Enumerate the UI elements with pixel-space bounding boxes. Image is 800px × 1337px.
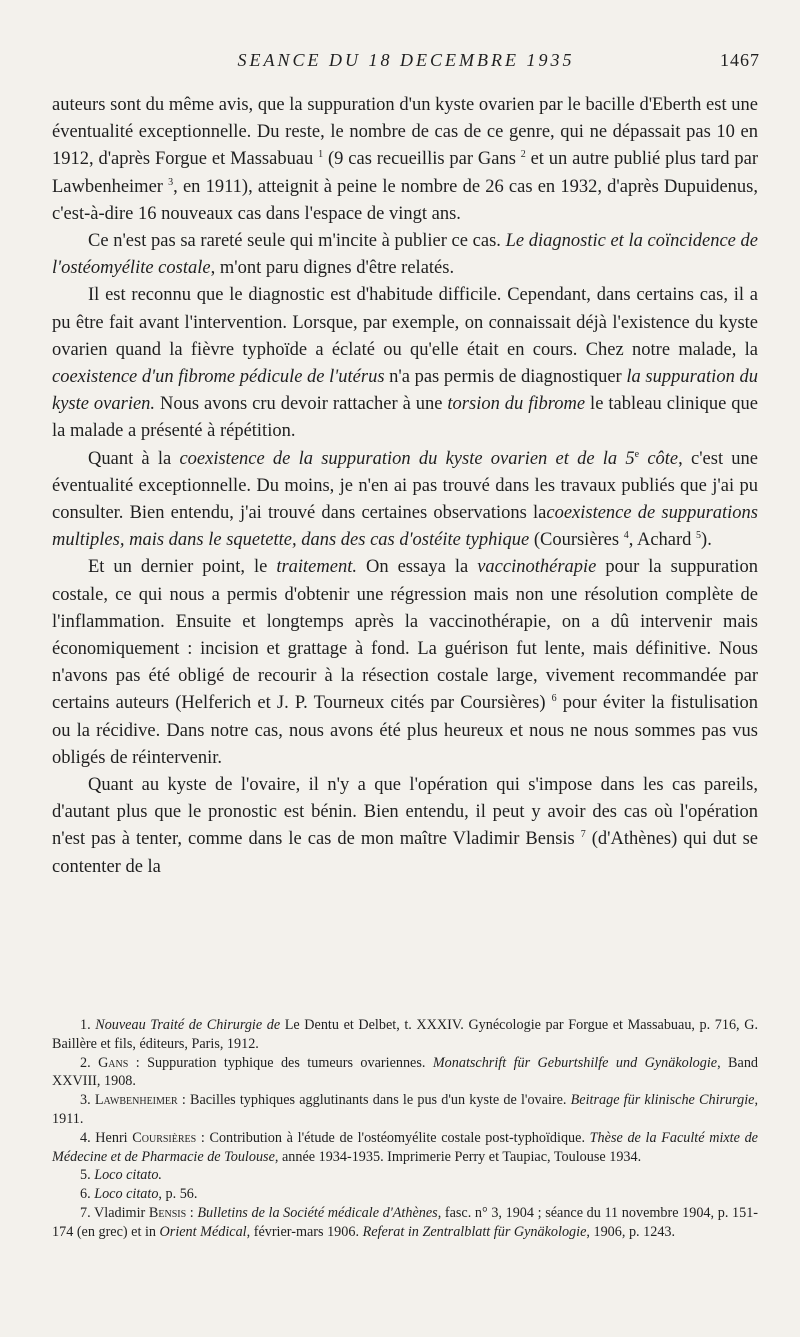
text-run: (9 cas recueillis par Gans <box>323 149 521 170</box>
footnote-7 <box>52 1204 758 1242</box>
text-run: Nouveau Traité de Chirurgie de <box>95 1017 281 1033</box>
text-run: 4. Henri <box>80 1129 133 1146</box>
text-run: 3. <box>80 1092 95 1109</box>
note-reference: 4 <box>623 530 629 542</box>
footnote-6 <box>52 1185 758 1204</box>
text-run: 6. <box>80 1186 95 1203</box>
note-reference: 6 <box>551 693 557 705</box>
footnote-2 <box>52 1054 758 1092</box>
paragraph-5 <box>52 554 758 772</box>
text-run: Ce n'est pas sa rareté seule qui m'incite à publier ce cas. <box>88 231 506 252</box>
note-reference: 2 <box>520 149 526 161</box>
text-run: 2. <box>80 1054 99 1071</box>
text-run: le tableau clinique que la malade a présenté à répétition. <box>52 394 758 442</box>
text-run: (Coursières <box>529 530 624 551</box>
footnote-5 <box>52 1166 758 1185</box>
text-run: 1. <box>80 1017 96 1033</box>
paragraph-2 <box>52 228 758 282</box>
note-reference: 7 <box>580 829 586 841</box>
body-text <box>52 92 758 881</box>
text-run: , fasc. n° 3, 1904 ; séance du 11 novembre 1904, p. 151-174 (en grec) et in <box>52 1204 759 1240</box>
text-run: , c'est une éventualité exceptionnelle. Du moins, je n'en ai pas trouvé dans les travaux publiés que j'ai pu consulter. Bien entendu, j'ai trouvé dans certaines observations la <box>52 448 759 524</box>
text-run: vaccinothérapie <box>477 557 597 578</box>
page-number: 1467 <box>720 50 760 70</box>
text-run: Coursières <box>132 1129 197 1146</box>
text-run: Thèse de la Faculté mixte de Médecine et de Pharmacie de Toulouse <box>52 1129 758 1165</box>
text-run: : <box>186 1204 198 1221</box>
text-run: Le diagnostic et la coïncidence de l'ostéomyélite costale <box>52 231 758 279</box>
text-run: , année 1934-1935. Imprimerie Perry et Taupiac, Toulouse 1934. <box>274 1148 642 1165</box>
text-run: , 1911. <box>52 1092 759 1127</box>
text-run: Bulletins de la Société médicale d'Athènes <box>197 1204 438 1221</box>
text-run: pour éviter la fistulisation ou la récidive. Dans notre cas, nous avons été plus heureux et nous ne nous sommes pas vus obligés de réintervenir. <box>52 693 758 768</box>
text-run: , p. 56. <box>158 1186 198 1203</box>
note-reference: 1 <box>318 149 324 161</box>
text-run: traitement. <box>276 557 357 578</box>
text-run: côte <box>639 448 679 469</box>
text-run: coexistence de suppurations multiples, mais dans le squetette, dans des cas d'ostéite typhique <box>52 503 758 551</box>
text-run: Orient Médical <box>159 1223 247 1240</box>
text-run: coexistence de la suppuration du kyste ovarien et de la 5 <box>179 448 635 469</box>
note-reference: e <box>634 448 640 460</box>
text-run: On essaya la <box>356 557 478 578</box>
text-run: Nous avons cru devoir rattacher à une <box>155 394 448 415</box>
text-run: Le Dentu et Delbet, t. XXXIV. Gynécologie par Forgue et Massabuau, p. 716, G. Baillère et fils, éditeurs, Paris, 1912. <box>52 1017 758 1052</box>
text-run: Bensis <box>148 1204 187 1221</box>
text-run: pour la suppuration costale, ce qui nous a permis d'obtenir une régression mais non une résolution complète de l'inflammation. Ensuite et longtemps après la vaccinothérapie, on a dû intervenir mais économiquement : incision et grattage à fond. La guérison fut lente, mais définitive. Nous n'avons pas été obligé de recourir à la résection costale large, vivement recommandée par certains auteurs (Helferich et J. P. Tourneux cités par Coursières) <box>52 557 758 714</box>
paragraph-6 <box>52 772 758 881</box>
text-run: Quant à la <box>88 448 180 469</box>
running-title: SEANCE DU 18 DECEMBRE 1935 <box>237 50 575 70</box>
footnote-3 <box>52 1091 758 1129</box>
text-run: , Band XXVIII, 1908. <box>52 1054 759 1090</box>
text-run: 5. <box>80 1167 95 1184</box>
text-run: Gans <box>98 1054 129 1071</box>
text-run: Loco citato <box>94 1186 159 1203</box>
text-run: Et un dernier point, le <box>88 557 277 578</box>
text-run: (d'Athènes) qui dut se contenter de la <box>52 829 758 877</box>
note-reference: 3 <box>168 176 174 188</box>
text-run: Monatschrift für Geburtshilfe und Gynäkologie <box>432 1054 718 1071</box>
footnote-4 <box>52 1129 758 1167</box>
text-run: Referat in Zentralblatt für Gynäkologie <box>362 1223 587 1240</box>
text-run: , m'ont paru dignes d'être relatés. <box>210 258 455 279</box>
text-run: et un autre publié plus tard par Lawbenheimer <box>52 149 758 197</box>
text-run: 7. Vladimir <box>80 1204 149 1221</box>
text-run: , Achard <box>628 530 697 551</box>
paragraph-4 <box>52 446 758 555</box>
text-run: Lawbenheimer <box>94 1092 178 1109</box>
footnote-1 <box>52 1016 758 1054</box>
text-run: auteurs sont du même avis, que la suppuration d'un kyste ovarien par le bacille d'Eberth est une éventualité exceptionnelle. Du reste, le nombre de cas de ce genre, qui ne dépassait pas 10 en 1912, d'après Forgue et Massabuau <box>52 95 758 170</box>
running-header <box>52 50 760 76</box>
note-reference: 5 <box>696 530 702 542</box>
paragraph-3 <box>52 282 758 445</box>
text-run: , en 1911), atteignit à peine le nombre de 26 cas en 1932, d'après Dupuidenus, c'est-à-dire 16 nouveaux cas dans l'espace de vingt ans. <box>52 176 759 224</box>
text-run: : Bacilles typhiques agglutinants dans le pus d'un kyste de l'ovaire. <box>177 1092 571 1109</box>
footnotes <box>52 1016 758 1242</box>
text-run: torsion du fibrome <box>447 394 586 415</box>
text-run: n'a pas permis de diagnostiquer <box>384 367 627 388</box>
text-run: : Suppuration typhique des tumeurs ovariennes. <box>128 1054 433 1071</box>
text-run: Il est reconnu que le diagnostic est d'habitude difficile. Cependant, dans certains cas, il a pu être fait avant l'intervention. Lorsque, par exemple, on connaissait déjà l'existence du kyste ovarien quand la fièvre typhoïde a éclaté ou qu'elle était en cours. Chez notre malade, la <box>52 285 758 360</box>
text-run: la suppuration du kyste ovarien. <box>52 367 758 415</box>
text-run: coexistence d'un fibrome pédicule de l'utérus <box>52 367 385 388</box>
paragraph-1 <box>52 92 758 228</box>
text-run: ). <box>701 530 712 551</box>
text-run: : Contribution à l'étude de l'ostéomyélite costale post-typhoïdique. <box>196 1129 590 1146</box>
text-run: Beitrage für klinische Chirurgie <box>570 1092 755 1109</box>
text-run: Loco citato. <box>94 1167 162 1184</box>
text-run: , février-mars 1906. <box>246 1223 363 1240</box>
text-run: Quant au kyste de l'ovaire, il n'y a que l'opération qui s'impose dans les cas pareils, d'autant plus que le pronostic est bénin. Bien entendu, il peut y avoir des cas où l'opération n'est pas à tenter, comme dans le cas de mon maître Vladimir Bensis <box>52 775 758 850</box>
text-run: , 1906, p. 1243. <box>586 1223 676 1240</box>
